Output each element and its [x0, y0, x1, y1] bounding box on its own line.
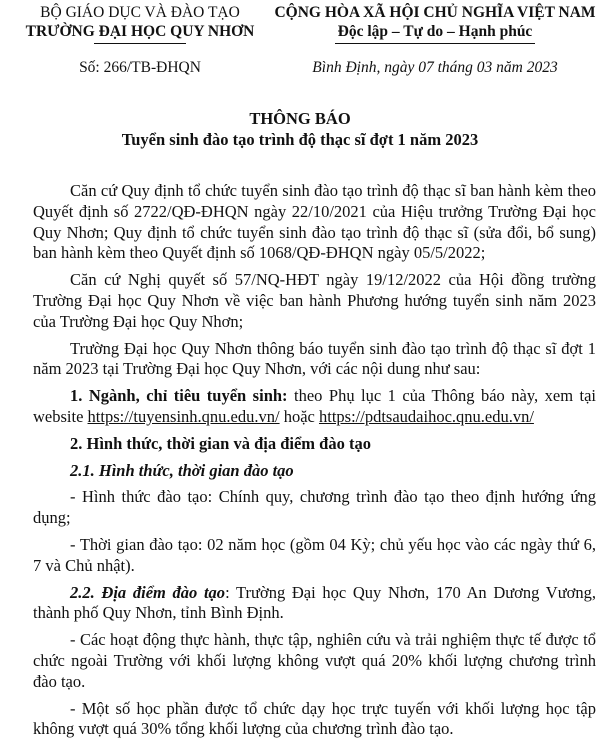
document-title: THÔNG BÁO	[249, 109, 351, 128]
ministry-name: BỘ GIÁO DỤC VÀ ĐÀO TẠO	[40, 4, 240, 21]
section-2-1-item-2: - Thời gian đào tạo: 02 năm học (gồm 04 Kỳ; chủ yếu học vào các ngày thứ 6, 7 và Chủ nhật).	[33, 534, 596, 575]
section-2-heading: 2. Hình thức, thời gian và địa điểm đào tạo	[70, 433, 371, 453]
section-2-2-item-2: - Một số học phần được tổ chức dạy học trực tuyến với khối lượng học tập không vượt quá 30% tổng khối lượng của chương trình đào tạo.	[33, 698, 596, 739]
document-subtitle: Tuyển sinh đào tạo trình độ thạc sĩ đợt 1 năm 2023	[121, 130, 479, 149]
document-date: Bình Định, ngày 07 tháng 03 năm 2023	[312, 59, 558, 76]
national-motto: Độc lập – Tự do – Hạnh phúc	[337, 23, 533, 40]
paragraph-announcement: Trường Đại học Quy Nhơn thông báo tuyển sinh đào tạo trình độ thạc sĩ đợt 1 năm 2023 tại Trường Đại học Quy Nhơn, với các nội dung như sau:	[33, 338, 596, 379]
section-2-2	[33, 583, 596, 625]
paragraph-legal-basis-1: Căn cứ Quy định tổ chức tuyển sinh đào tạo trình độ thạc sĩ ban hành kèm theo Quyết định số 2722/QĐ-ĐHQN ngày 22/10/2021 của Hiệu trưởng Trường Đại học Quy Nhơn; Quy định tổ chức tuyển sinh đào tạo trình độ thạc sĩ (sửa đổi, bổ sung) ban hành kèm theo Quyết định số 1068/QĐ-ĐHQN ngày 05/5/2022;	[33, 181, 596, 263]
link-pdtsaudaihoc[interactable]: https://pdtsaudaihoc.qnu.edu.vn/	[318, 406, 534, 426]
paragraph-legal-basis-2: Căn cứ Nghị quyết số 57/NQ-HĐT ngày 19/12/2022 của Hội đồng trường Trường Đại học Quy Nhơn về việc ban hành Phương hướng tuyển sinh năm 2023 của Trường Đại học Quy Nhơn;	[33, 270, 596, 331]
university-name: TRƯỜNG ĐẠI HỌC QUY NHƠN	[25, 23, 255, 40]
section-1	[33, 386, 596, 428]
issuer-underline	[94, 43, 186, 44]
republic-name: CỘNG HÒA XÃ HỘI CHỦ NGHĨA VIỆT NAM	[274, 4, 596, 21]
section-2-2-item-1: - Các hoạt động thực hành, thực tập, nghiên cứu và trải nghiệm thực tế được tổ chức ngoài Trường với khối lượng không vượt quá 20% khối lượng chương trình đào tạo.	[33, 630, 596, 691]
issuer-block	[6, 3, 274, 44]
section-1-text: theo Phụ lục 1 của Thông báo này, xem tại website	[33, 386, 596, 426]
motto-underline	[335, 43, 535, 44]
section-2-1-item-1: - Hình thức đào tạo: Chính quy, chương trình đào tạo theo định hướng ứng dụng;	[33, 487, 596, 528]
link-tuyensinh[interactable]: https://tuyensinh.qnu.edu.vn/	[87, 406, 280, 426]
section-2-2-text: : Trường Đại học Quy Nhơn, 170 An Dương Vương, thành phố Quy Nhơn, tỉnh Bình Định.	[33, 582, 596, 623]
national-header	[274, 3, 596, 44]
section-2-2-heading: 2.2. Địa điểm đào tạo	[70, 582, 226, 602]
section-1-or: hoặc	[279, 406, 319, 426]
document-number: Số: 266/TB-ĐHQN	[79, 59, 201, 76]
section-2-1-heading: 2.1. Hình thức, thời gian đào tạo	[70, 460, 294, 480]
document-body	[33, 181, 596, 746]
section-1-heading: 1. Ngành, chỉ tiêu tuyển sinh:	[70, 386, 288, 406]
